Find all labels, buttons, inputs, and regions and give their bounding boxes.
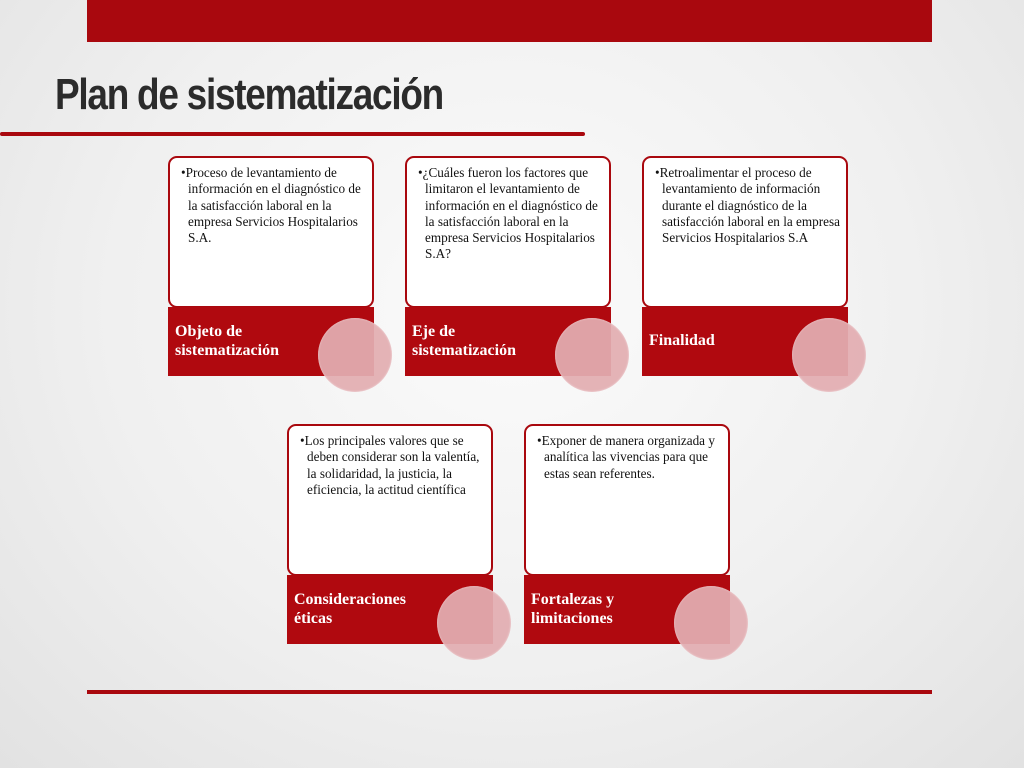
card-text-box [642, 156, 848, 308]
card-fortalezas [524, 424, 730, 644]
bottom-accent-rule [87, 690, 932, 694]
card-label: Fortalezas y limitaciones [531, 591, 615, 627]
card-eje [405, 156, 611, 376]
card-text: •Retroalimentar el proceso de levantamiento de información durante el diagnóstico de la satisfacción laboral en la empresa Servicios Hospitalarios S.A [655, 165, 840, 246]
decorative-circle [674, 586, 748, 660]
card-text-box [405, 156, 611, 308]
slide-title: Plan de sistematización [55, 70, 444, 119]
decorative-circle [318, 318, 392, 392]
card-consideraciones [287, 424, 493, 644]
card-text: •Los principales valores que se deben considerar son la valentía, la solidaridad, la justicia, la eficiencia, la actitud científica [300, 433, 480, 497]
decorative-circle [792, 318, 866, 392]
card-text-box [168, 156, 374, 308]
card-label: Consideraciones éticas [294, 591, 406, 627]
card-text: •Exponer de manera organizada y analítica las vivencias para que estas sean referentes. [537, 433, 715, 481]
card-text-box [287, 424, 493, 576]
decorative-circle [555, 318, 629, 392]
card-text: •Proceso de levantamiento de información en el diagnóstico de la satisfacción laboral en la empresa Servicios Hospitalarios S.A. [181, 165, 361, 246]
top-accent-bar [87, 0, 932, 42]
decorative-circle [437, 586, 511, 660]
card-label: Finalidad [649, 332, 715, 349]
card-finalidad [642, 156, 848, 376]
card-objeto [168, 156, 374, 376]
card-text: •¿Cuáles fueron los factores que limitaron el levantamiento de información en el diagnóstico de la satisfacción laboral en la empresa Servicios Hospitalarios S.A? [418, 165, 598, 262]
card-label: Eje de sistematización [412, 323, 516, 359]
card-label: Objeto de sistematización [175, 323, 279, 359]
card-text-box [524, 424, 730, 576]
title-underline [0, 132, 585, 136]
